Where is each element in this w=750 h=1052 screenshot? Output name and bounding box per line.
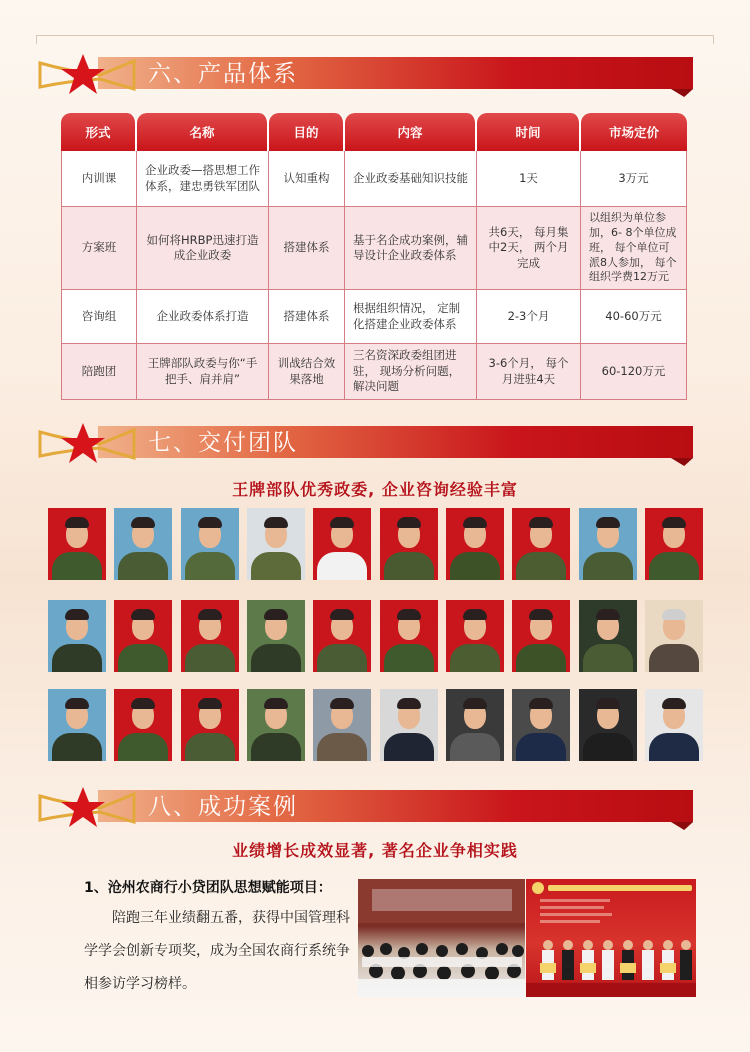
table-row [61,207,687,290]
header-cell: 市场定价 [581,113,687,151]
case-title: 1、沧州农商行小贷团队思想赋能项目： [84,880,332,896]
cases-subtitle: 业绩增长成效显著, 著名企业争相实践 [232,841,518,860]
portrait-photo [579,600,637,672]
team-photo-row [48,600,703,672]
portrait-photo [247,600,305,672]
table-cell: 企业政委体系打造 [137,290,269,344]
table-cell: 以组织为单位参加，6- 8个单位成班， 每个单位可派8人参加， 每个组织学费12万元 [581,207,687,290]
table-cell: 搭建体系 [269,290,345,344]
table-cell: 40-60万元 [581,290,687,344]
star-horn-icon [38,53,148,95]
table-cell: 咨询组 [61,290,137,344]
portrait-photo [247,689,305,761]
portrait-photo [512,689,570,761]
table-cell: 基于名企成功案例，辅导设计企业政委体系 [345,207,477,290]
section-title: 八、成功案例 [148,794,298,820]
section-banner-cases [38,786,693,828]
table-cell: 2-3个月 [477,290,581,344]
section-title: 六、产品体系 [148,61,298,87]
table-cell: 60-120万元 [581,344,687,400]
portrait-photo [313,508,371,580]
portrait-photo [579,508,637,580]
team-subtitle: 王牌部队优秀政委, 企业咨询经验丰富 [232,480,518,499]
header-cell: 名称 [137,113,269,151]
portrait-photo [114,600,172,672]
case-photo-training [358,879,525,997]
table-row [61,290,687,344]
case-description: 陪跑三年业绩翻五番，获得中国管理科学学会创新专项奖，成为全国农商行系统争相参访学习榜样。 [84,910,350,992]
top-frame-line [36,35,714,36]
table-cell: 王牌部队政委与你“手把手、肩并肩” [137,344,269,400]
product-table [61,113,687,400]
table-cell: 认知重构 [269,151,345,207]
table-cell: 根据组织情况， 定制化搭建企业政委体系 [345,290,477,344]
team-photo-row [48,508,703,580]
case-photo-award [526,879,696,997]
section-title: 七、交付团队 [148,430,298,456]
portrait-photo [645,600,703,672]
table-cell: 3万元 [581,151,687,207]
header-cell: 内容 [345,113,477,151]
header-cell: 时间 [477,113,581,151]
portrait-photo [512,600,570,672]
portrait-photo [48,600,106,672]
portrait-photo [380,600,438,672]
portrait-photo [181,689,239,761]
portrait-photo [247,508,305,580]
star-horn-icon [38,786,148,828]
header-cell: 形式 [61,113,137,151]
section-banner-products [38,53,693,95]
portrait-photo [645,689,703,761]
table-cell: 训战结合效果落地 [269,344,345,400]
portrait-photo [313,689,371,761]
portrait-photo [512,508,570,580]
table-cell: 陪跑团 [61,344,137,400]
portrait-photo [579,689,637,761]
portrait-photo [645,508,703,580]
portrait-photo [446,689,504,761]
portrait-photo [446,600,504,672]
portrait-photo [48,508,106,580]
portrait-photo [181,508,239,580]
table-cell: 企业政委基础知识技能 [345,151,477,207]
section-banner-team [38,422,693,464]
table-cell: 搭建体系 [269,207,345,290]
portrait-photo [446,508,504,580]
portrait-photo [380,689,438,761]
table-cell: 三名资深政委组团进驻， 现场分析问题， 解决问题 [345,344,477,400]
table-cell: 共6天， 每月集中2天， 两个月完成 [477,207,581,290]
table-row [61,151,687,207]
portrait-photo [114,689,172,761]
table-cell: 1天 [477,151,581,207]
table-cell: 内训课 [61,151,137,207]
table-cell: 企业政委—搭思想工作体系，建忠勇铁军团队 [137,151,269,207]
portrait-photo [48,689,106,761]
portrait-photo [181,600,239,672]
portrait-photo [313,600,371,672]
portrait-photo [114,508,172,580]
header-cell: 目的 [269,113,345,151]
table-cell: 如何将HRBP迅速打造成企业政委 [137,207,269,290]
table-row [61,344,687,400]
table-cell: 方案班 [61,207,137,290]
team-photo-row [48,689,703,761]
star-horn-icon [38,422,148,464]
portrait-photo [380,508,438,580]
table-cell: 3-6个月， 每个月进驻4天 [477,344,581,400]
